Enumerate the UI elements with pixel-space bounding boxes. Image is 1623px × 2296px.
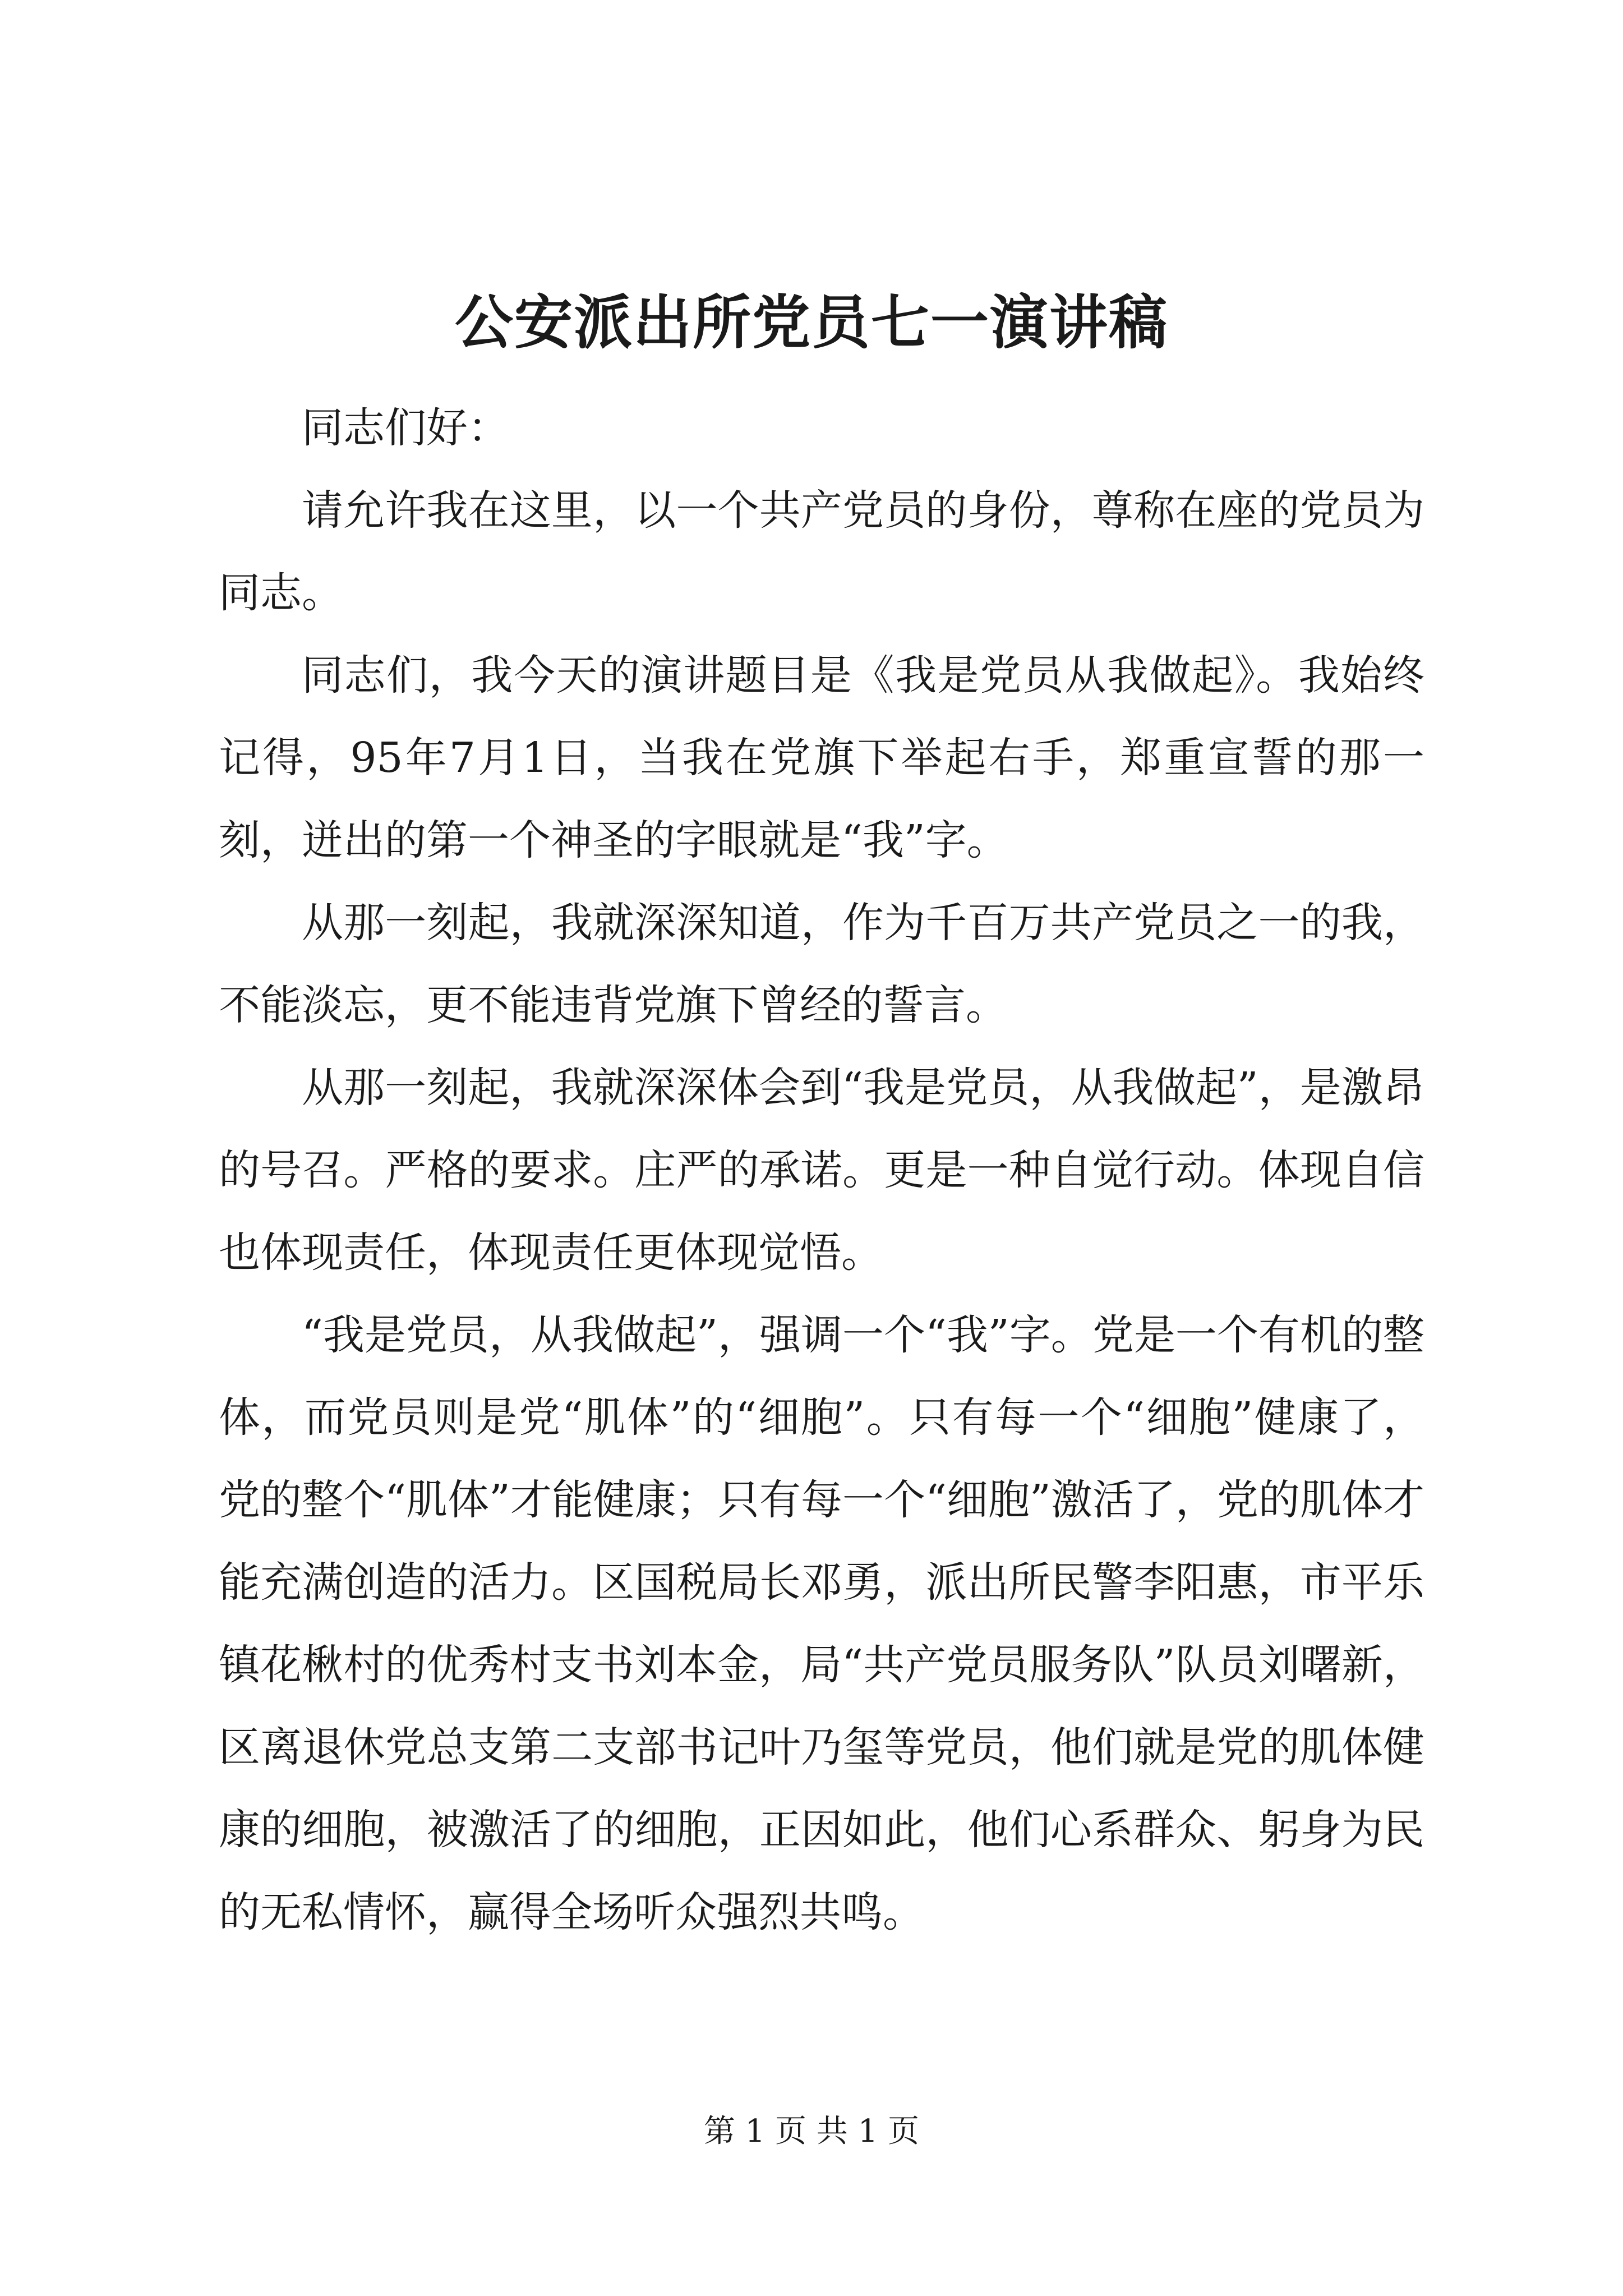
document-title: 公安派出所党员七一演讲稿: [454, 288, 1168, 357]
paragraph: 同志们，我今天的演讲题目是《我是党员从我做起》。我始终记得，95年7月1日，当我在党旗下举起右手，郑重宣誓的那一刻，迸出的第一个神圣的字眼就是“我”字。: [219, 651, 1424, 864]
paragraph-greeting: 同志们好：: [302, 404, 509, 452]
paragraph: 请允许我在这里，以一个共产党员的身份，尊称在座的党员为同志。: [219, 486, 1424, 617]
page-number-footer: 第 1 页 共 1 页: [703, 2113, 920, 2150]
paragraph: 从那一刻起，我就深深知道，作为千百万共产党员之一的我，不能淡忘，更不能违背党旗下曾经的誓言。: [219, 899, 1424, 1029]
paragraph: 从那一刻起，我就深深体会到“我是党员，从我做起”，是激昂的号召。严格的要求。庄严的承诺。更是一种自觉行动。体现自信也体现责任，体现责任更体现觉悟。: [219, 1064, 1424, 1277]
document-body: [219, 387, 1424, 1954]
paragraph: “我是党员，从我做起”，强调一个“我”字。党是一个有机的整体，而党员则是党“肌体”的“细胞”。只有每一个“细胞”健康了，党的整个“肌体”才能健康；只有每一个“细胞”激活了，党的肌体才能充满创造的活力。区国税局长邓勇，派出所民警李阳惠，市平乐镇花楸村的优秀村支书刘本金，局“共产党员服务队”队员刘曙新，区离退休党总支第二支部书记叶乃玺等党员，他们就是党的肌体健康的细胞，被激活了的细胞，正因如此，他们心系群众、躬身为民的无私情怀，赢得全场听众强烈共鸣。: [219, 1311, 1424, 1936]
